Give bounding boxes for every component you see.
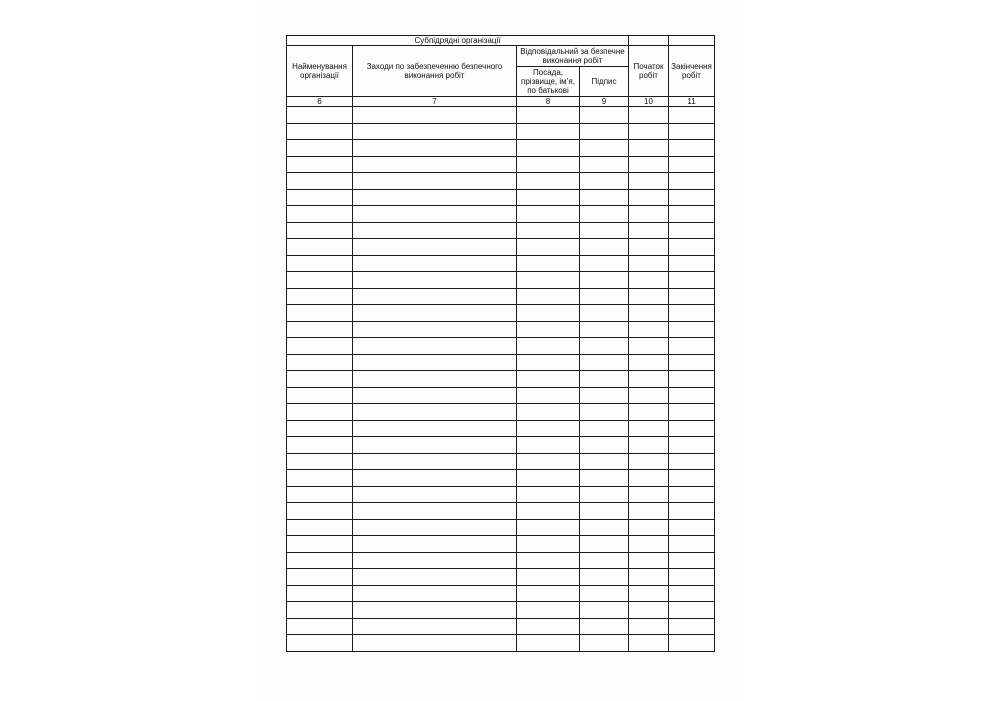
table-cell[interactable] (629, 602, 669, 619)
table-cell[interactable] (669, 602, 715, 619)
table-cell[interactable] (517, 305, 580, 322)
table-cell[interactable] (629, 288, 669, 305)
table-cell[interactable] (629, 123, 669, 140)
table-cell[interactable] (517, 321, 580, 338)
table-cell[interactable] (669, 437, 715, 454)
table-cell[interactable] (353, 404, 517, 421)
table-cell[interactable] (580, 585, 629, 602)
table-cell[interactable] (287, 437, 353, 454)
table-cell[interactable] (353, 338, 517, 355)
table-row (287, 486, 715, 503)
table-cell[interactable] (353, 123, 517, 140)
table-cell[interactable] (580, 239, 629, 256)
table-cell[interactable] (287, 602, 353, 619)
table-cell[interactable] (669, 338, 715, 355)
table-cell[interactable] (580, 453, 629, 470)
table-cell[interactable] (629, 140, 669, 157)
table-cell[interactable] (517, 437, 580, 454)
table-cell[interactable] (580, 536, 629, 553)
table-cell[interactable] (580, 321, 629, 338)
table-cell[interactable] (580, 305, 629, 322)
table-cell[interactable] (353, 371, 517, 388)
table-cell[interactable] (287, 272, 353, 289)
table-row (287, 635, 715, 652)
table-cell[interactable] (629, 371, 669, 388)
table-row (287, 107, 715, 124)
table-cell[interactable] (287, 140, 353, 157)
header-position-name: Посада, прізвище, ім’я, по батькові (517, 67, 580, 97)
table-row (287, 453, 715, 470)
header-org-name: Найменування організації (287, 46, 353, 97)
table-cell[interactable] (629, 569, 669, 586)
table-cell[interactable] (580, 569, 629, 586)
table-cell[interactable] (353, 354, 517, 371)
table-cell[interactable] (629, 321, 669, 338)
table-cell[interactable] (517, 255, 580, 272)
table-cell[interactable] (353, 239, 517, 256)
table-cell[interactable] (580, 437, 629, 454)
table-cell[interactable] (580, 602, 629, 619)
table-cell[interactable] (629, 536, 669, 553)
table-cell[interactable] (517, 635, 580, 652)
table-cell[interactable] (629, 503, 669, 520)
header-signature: Підпис (580, 67, 629, 97)
header-safety-measures: Заходи по забезпеченню безпечного виконання робіт (353, 46, 517, 97)
table-cell[interactable] (517, 387, 580, 404)
table-cell[interactable] (517, 239, 580, 256)
table-cell[interactable] (287, 222, 353, 239)
table-cell[interactable] (517, 519, 580, 536)
table-cell[interactable] (517, 338, 580, 355)
table-cell[interactable] (287, 519, 353, 536)
table-cell[interactable] (353, 585, 517, 602)
table-cell[interactable] (669, 387, 715, 404)
table-cell[interactable] (287, 420, 353, 437)
table-cell[interactable] (517, 107, 580, 124)
table-cell[interactable] (287, 338, 353, 355)
table-cell[interactable] (669, 288, 715, 305)
table-cell[interactable] (629, 222, 669, 239)
table-cell[interactable] (629, 239, 669, 256)
table-cell[interactable] (517, 470, 580, 487)
table-cell[interactable] (580, 222, 629, 239)
table-cell[interactable] (580, 288, 629, 305)
table-row (287, 255, 715, 272)
table-cell[interactable] (580, 189, 629, 206)
table-cell[interactable] (353, 536, 517, 553)
table-cell[interactable] (517, 536, 580, 553)
table-cell[interactable] (580, 107, 629, 124)
table-row (287, 387, 715, 404)
column-number-row (287, 97, 715, 107)
table-cell[interactable] (353, 272, 517, 289)
table-cell[interactable] (629, 305, 669, 322)
table-row (287, 569, 715, 586)
table-cell[interactable] (287, 321, 353, 338)
table-cell[interactable] (629, 156, 669, 173)
table-row (287, 222, 715, 239)
table-cell[interactable] (669, 140, 715, 157)
table-cell[interactable] (353, 519, 517, 536)
table-cell[interactable] (629, 338, 669, 355)
table-cell[interactable] (353, 470, 517, 487)
table-cell[interactable] (580, 635, 629, 652)
table-row (287, 189, 715, 206)
table-cell[interactable] (629, 519, 669, 536)
table-cell[interactable] (580, 552, 629, 569)
table-cell[interactable] (517, 569, 580, 586)
table-cell[interactable] (629, 404, 669, 421)
table-cell[interactable] (353, 602, 517, 619)
table-cell[interactable] (353, 173, 517, 190)
table-title-row (287, 36, 715, 46)
table-cell[interactable] (517, 156, 580, 173)
table-cell[interactable] (669, 156, 715, 173)
table-cell[interactable] (580, 486, 629, 503)
table-cell[interactable] (669, 503, 715, 520)
table-cell[interactable] (629, 173, 669, 190)
table-cell[interactable] (287, 569, 353, 586)
table-cell[interactable] (353, 321, 517, 338)
table-cell[interactable] (287, 387, 353, 404)
table-cell[interactable] (629, 420, 669, 437)
table-cell[interactable] (629, 272, 669, 289)
subcontractors-table (286, 35, 715, 652)
header-end: Закінчення робіт (669, 46, 715, 97)
table-row (287, 437, 715, 454)
table-row (287, 602, 715, 619)
table-cell[interactable] (517, 453, 580, 470)
table-cell[interactable] (517, 189, 580, 206)
table-cell[interactable] (287, 255, 353, 272)
table-cell[interactable] (353, 156, 517, 173)
table-cell[interactable] (669, 123, 715, 140)
table-cell[interactable] (517, 585, 580, 602)
table-cell[interactable] (287, 354, 353, 371)
section-title: Субпідрядні організації (287, 36, 629, 46)
table-cell[interactable] (287, 123, 353, 140)
table-row (287, 618, 715, 635)
table-cell[interactable] (669, 173, 715, 190)
table-cell[interactable] (287, 305, 353, 322)
table-cell[interactable] (517, 123, 580, 140)
table-cell[interactable] (353, 618, 517, 635)
table-cell[interactable] (517, 354, 580, 371)
table-row (287, 239, 715, 256)
table-cell[interactable] (517, 222, 580, 239)
table-row (287, 321, 715, 338)
table-cell[interactable] (629, 437, 669, 454)
table-cell[interactable] (580, 156, 629, 173)
table-cell[interactable] (669, 354, 715, 371)
table-cell[interactable] (580, 618, 629, 635)
table-cell[interactable] (517, 404, 580, 421)
table-cell[interactable] (629, 107, 669, 124)
table-cell[interactable] (287, 189, 353, 206)
table-cell[interactable] (669, 255, 715, 272)
table-cell[interactable] (353, 305, 517, 322)
table-cell[interactable] (353, 222, 517, 239)
table-row (287, 420, 715, 437)
table-cell[interactable] (287, 239, 353, 256)
table-cell[interactable] (353, 140, 517, 157)
table-cell[interactable] (353, 635, 517, 652)
table-cell[interactable] (669, 371, 715, 388)
table-cell[interactable] (517, 602, 580, 619)
table-cell[interactable] (517, 420, 580, 437)
table-cell[interactable] (517, 140, 580, 157)
table-row (287, 156, 715, 173)
table-cell[interactable] (629, 486, 669, 503)
table-cell[interactable] (580, 503, 629, 520)
table-cell[interactable] (353, 420, 517, 437)
table-cell[interactable] (669, 519, 715, 536)
table-row (287, 585, 715, 602)
table-cell[interactable] (517, 503, 580, 520)
table-cell[interactable] (287, 585, 353, 602)
table-cell[interactable] (580, 354, 629, 371)
table-cell[interactable] (669, 222, 715, 239)
table-cell[interactable] (580, 173, 629, 190)
table-cell[interactable] (353, 503, 517, 520)
table-row (287, 552, 715, 569)
table-row (287, 123, 715, 140)
column-number: 10 (629, 97, 669, 107)
table-row (287, 371, 715, 388)
table-cell[interactable] (517, 206, 580, 223)
table-cell[interactable] (353, 288, 517, 305)
table-cell[interactable] (669, 189, 715, 206)
table-cell[interactable] (580, 123, 629, 140)
table-cell[interactable] (669, 453, 715, 470)
table-cell[interactable] (580, 404, 629, 421)
table-cell[interactable] (287, 536, 353, 553)
table-cell[interactable] (287, 453, 353, 470)
empty-title-cell (629, 36, 669, 46)
table-cell[interactable] (517, 288, 580, 305)
table-cell[interactable] (580, 140, 629, 157)
table-cell[interactable] (629, 618, 669, 635)
table-row (287, 272, 715, 289)
table-cell[interactable] (580, 519, 629, 536)
table-cell[interactable] (580, 206, 629, 223)
table-cell[interactable] (353, 486, 517, 503)
table-cell[interactable] (353, 552, 517, 569)
table-cell[interactable] (287, 486, 353, 503)
table-cell[interactable] (287, 288, 353, 305)
table-cell[interactable] (353, 437, 517, 454)
table-cell[interactable] (287, 371, 353, 388)
table-cell[interactable] (669, 305, 715, 322)
column-number: 7 (353, 97, 517, 107)
table-cell[interactable] (629, 255, 669, 272)
table-cell[interactable] (353, 453, 517, 470)
table-cell[interactable] (517, 272, 580, 289)
column-number: 8 (517, 97, 580, 107)
table-cell[interactable] (287, 618, 353, 635)
table-cell[interactable] (580, 470, 629, 487)
table-cell[interactable] (669, 321, 715, 338)
table-cell[interactable] (669, 470, 715, 487)
table-cell[interactable] (629, 635, 669, 652)
table-cell[interactable] (629, 354, 669, 371)
column-number: 6 (287, 97, 353, 107)
table-cell[interactable] (580, 387, 629, 404)
table-cell[interactable] (669, 552, 715, 569)
table-cell[interactable] (353, 255, 517, 272)
table-cell[interactable] (669, 206, 715, 223)
table-cell[interactable] (287, 206, 353, 223)
table-row (287, 470, 715, 487)
table-cell[interactable] (353, 107, 517, 124)
table-row (287, 519, 715, 536)
table-cell[interactable] (629, 585, 669, 602)
table-cell[interactable] (287, 173, 353, 190)
table-cell[interactable] (669, 486, 715, 503)
table-row (287, 503, 715, 520)
table-cell[interactable] (629, 189, 669, 206)
header-row-1 (287, 46, 715, 67)
table-cell[interactable] (353, 206, 517, 223)
header-start: Початок робіт (629, 46, 669, 97)
table-cell[interactable] (669, 635, 715, 652)
table-cell[interactable] (669, 536, 715, 553)
table-cell[interactable] (287, 552, 353, 569)
table-cell[interactable] (353, 569, 517, 586)
table-cell[interactable] (353, 189, 517, 206)
table-cell[interactable] (517, 618, 580, 635)
table-cell[interactable] (287, 635, 353, 652)
table-cell[interactable] (669, 404, 715, 421)
table-row (287, 288, 715, 305)
column-number: 11 (669, 97, 715, 107)
table-cell[interactable] (287, 503, 353, 520)
table-row (287, 404, 715, 421)
table-row (287, 536, 715, 553)
empty-title-cell (669, 36, 715, 46)
table-cell[interactable] (669, 420, 715, 437)
table-cell[interactable] (629, 206, 669, 223)
table-row (287, 140, 715, 157)
table-cell[interactable] (580, 272, 629, 289)
table-row (287, 338, 715, 355)
column-number: 9 (580, 97, 629, 107)
table-cell[interactable] (629, 470, 669, 487)
table-cell[interactable] (669, 585, 715, 602)
table-row (287, 305, 715, 322)
table-cell[interactable] (580, 338, 629, 355)
table-cell[interactable] (287, 404, 353, 421)
table-cell[interactable] (517, 173, 580, 190)
table-cell[interactable] (629, 552, 669, 569)
table-cell[interactable] (517, 486, 580, 503)
header-responsible: Відповідальний за безпечне виконання робіт (517, 46, 629, 67)
table-row (287, 354, 715, 371)
table-cell[interactable] (629, 387, 669, 404)
table-cell[interactable] (517, 552, 580, 569)
table-cell[interactable] (580, 371, 629, 388)
table-cell[interactable] (669, 239, 715, 256)
table-cell[interactable] (669, 618, 715, 635)
table-cell[interactable] (580, 420, 629, 437)
table-cell[interactable] (669, 272, 715, 289)
table-cell[interactable] (629, 453, 669, 470)
table-row (287, 173, 715, 190)
table-cell[interactable] (287, 156, 353, 173)
table-cell[interactable] (517, 371, 580, 388)
table-cell[interactable] (287, 470, 353, 487)
table-cell[interactable] (353, 387, 517, 404)
table-cell[interactable] (580, 255, 629, 272)
table-row (287, 206, 715, 223)
table-cell[interactable] (669, 569, 715, 586)
table-cell[interactable] (287, 107, 353, 124)
table-cell[interactable] (669, 107, 715, 124)
